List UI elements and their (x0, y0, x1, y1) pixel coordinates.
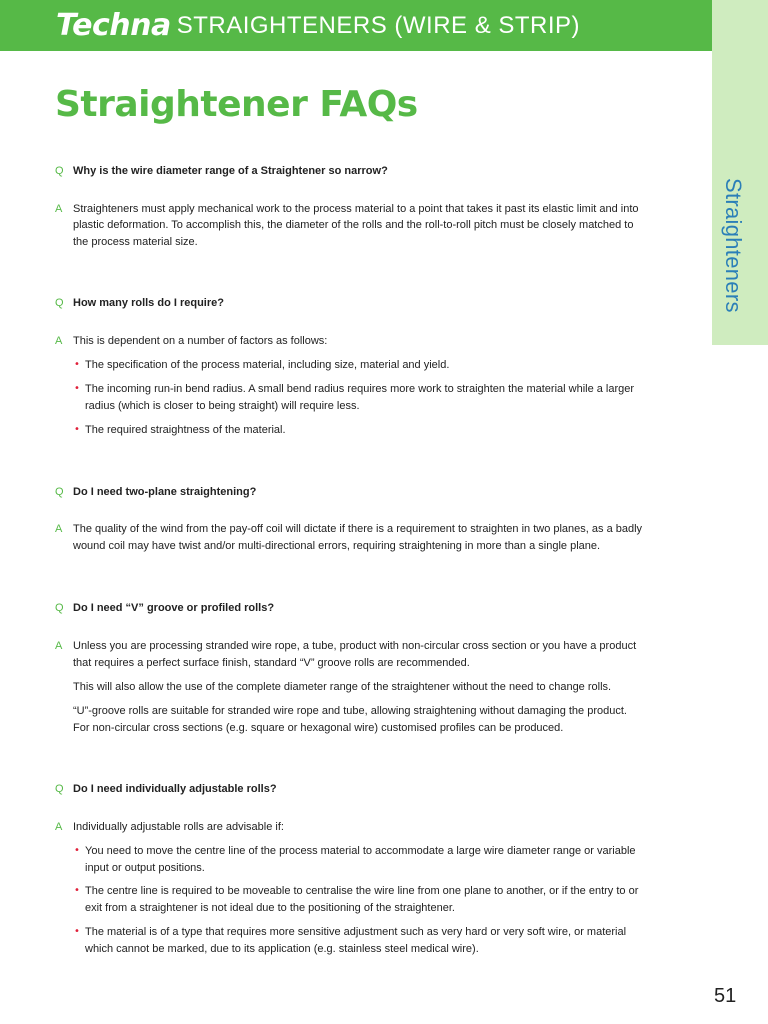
bullet-icon: • (74, 424, 80, 435)
faq-question: How many rolls do I require? (73, 297, 224, 309)
page-number: 51 (714, 985, 737, 1007)
question-marker: Q (55, 297, 64, 309)
faq-answer-line: that requires a perfect surface finish, standard “V” groove rolls are recommended. (73, 657, 470, 669)
brand-logo: Techna (56, 7, 171, 43)
bullet-icon: • (74, 926, 80, 937)
section-title: STRAIGHTENERS (WIRE & STRIP) (176, 11, 581, 39)
bullet-line: which cannot be marked, due to its application (e.g. stainless steel medical wire). (85, 943, 479, 955)
faq-question: Do I need two-plane straightening? (73, 486, 257, 498)
faq-answer-line: This will also allow the use of the complete diameter range of the straightener without the need to change rolls. (73, 681, 612, 693)
bullet-line: The centre line is required to be moveable to centralise the wire line from one plane to another, or if the entry to or (85, 885, 639, 897)
bullet-icon: • (74, 885, 80, 896)
bullet-line: The material is of a type that requires more sensitive adjustment such as very hard or very soft wire, or material (85, 926, 627, 938)
faq-answer-line: This is dependent on a number of factors as follows: (73, 335, 328, 347)
bullet-line: You need to move the centre line of the process material to accommodate a large wire diameter range or variable (85, 845, 636, 857)
faq-answer-line: the process material size. (73, 236, 198, 248)
answer-marker: A (55, 821, 63, 833)
answer-marker: A (55, 203, 63, 215)
bullet-line: radius (which is closer to being straight) will require less. (85, 400, 360, 412)
bullet-line: The incoming run-in bend radius. A small bend radius requires more work to straighten the material while a larger (85, 383, 635, 395)
side-tab (712, 0, 768, 345)
faq-question: Why is the wire diameter range of a Straightener so narrow? (73, 165, 388, 177)
faq-answer-line: wound coil may have twist and/or multi-directional errors, requiring straightening in more than a single plane. (73, 540, 601, 552)
question-marker: Q (55, 165, 64, 177)
side-tab-label: Straighteners (721, 178, 746, 313)
faq-answer-line: For non-circular cross sections (e.g. square or hexagonal wire) customised profiles can be produced. (73, 722, 564, 734)
answer-marker: A (55, 335, 63, 347)
bullet-icon: • (74, 359, 80, 370)
bullet-line: The required straightness of the material. (85, 424, 286, 436)
page-title: Straightener FAQs (55, 84, 418, 125)
faq-answer-line: plastic deformation. To accomplish this, the diameter of the rolls and the roll-to-roll pitch must be closely matched to (73, 219, 634, 231)
bullet-line: exit from a straightener is not ideal due to the positioning of the straightener. (85, 902, 455, 914)
faq-answer-line: Individually adjustable rolls are advisable if: (73, 821, 284, 833)
bullet-line: input or output positions. (85, 862, 205, 874)
answer-marker: A (55, 523, 63, 535)
answer-marker: A (55, 640, 63, 652)
faq-answer-line: Unless you are processing stranded wire rope, a tube, product with non-circular cross section or you have a product (73, 640, 637, 652)
faq-answer-line: Straighteners must apply mechanical work to the process material to a point that takes it past its elastic limit and into (73, 203, 639, 215)
bullet-icon: • (74, 383, 80, 394)
faq-question: Do I need “V” groove or profiled rolls? (73, 602, 275, 614)
bullet-line: The specification of the process material, including size, material and yield. (85, 359, 450, 371)
question-marker: Q (55, 486, 64, 498)
header-bar (0, 0, 712, 51)
question-marker: Q (55, 602, 64, 614)
bullet-icon: • (74, 845, 80, 856)
question-marker: Q (55, 783, 64, 795)
faq-answer-line: “U”-groove rolls are suitable for stranded wire rope and tube, allowing straightening without damaging the product. (73, 705, 627, 717)
faq-answer-line: The quality of the wind from the pay-off coil will dictate if there is a requirement to straighten in two planes, as a badly (73, 523, 643, 535)
faq-question: Do I need individually adjustable rolls? (73, 783, 277, 795)
